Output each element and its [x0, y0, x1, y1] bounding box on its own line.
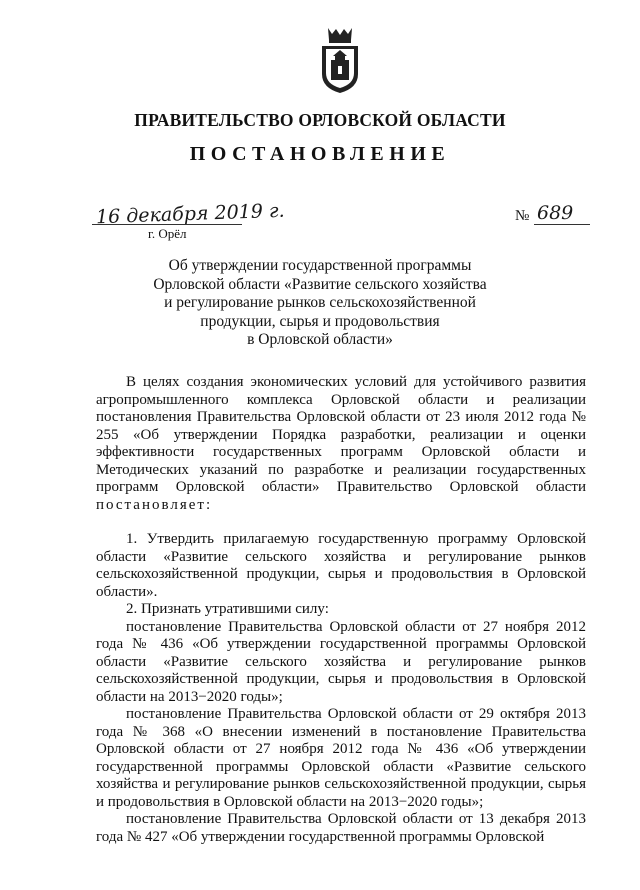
title-line: в Орловской области» [247, 331, 393, 348]
title-line: продукции, сырья и продовольствия [200, 312, 440, 330]
title-line: Орловской области «Развитие сельского хозяйства [153, 275, 487, 293]
document-city: г. Орёл [148, 226, 187, 241]
item-1-paragraph: 1. Утвердить прилагаемую государственную программу Орловской области «Развитие сельского хозяйства и регулирование рынков сельскохозяйственной продукции, сырья и продовольствия в Орловской области». [96, 531, 586, 600]
item-2-subitem-a: постановление Правительства Орловской области от 27 ноября 2012 года № 436 «Об утверждении государственной программы Орловской области «Развитие сельского хозяйства и регулирование рынков сельскохозяйственной продукции, сырья и продовольствия в Орловской области на 2013−2020 годы»; [96, 618, 586, 705]
document-number: 689 [537, 202, 574, 224]
document-title [150, 257, 490, 350]
preamble-colon: : [205, 496, 211, 513]
item-2-paragraph: 2. Признать утратившими силу: [126, 601, 329, 617]
preamble-keyword: постановляет [96, 496, 206, 513]
item-2-subitem-c: постановление Правительства Орловской области от 13 декабря 2013 года № 427 «Об утверждении государственной программы Орловской [96, 811, 586, 845]
organization-name: ПРАВИТЕЛЬСТВО ОРЛОВСКОЙ ОБЛАСТИ [134, 110, 506, 130]
preamble-paragraph [96, 374, 586, 514]
title-line: и регулирование рынков сельскохозяйственной [164, 294, 476, 311]
document-body [96, 374, 586, 846]
date-underline [92, 224, 242, 225]
number-label: № [515, 208, 530, 224]
item-2-subitem-b: постановление Правительства Орловской области от 29 октября 2013 года № 368 «О внесении изменений в постановление Правительства Орловской области от 27 ноября 2012 года № 436 «Об утверждении государственной программы Орловской области «Развитие сельского хозяйства и регулирование рынков сельскохозяйственной продукции, сырья и продовольствия в Орловской области на 2013−2020 годы»; [96, 706, 586, 810]
coat-of-arms-emblem [318, 26, 362, 94]
preamble-text: В целях создания экономических условий для устойчивого развития агропромышленного комплекса Орловской области и реализации постановления Правительства Орловской области от 23 июля 2012 года № 255 «Об утверждении Порядка разработки, реализации и оценки эффективности государственных программ Орловской области и Методических указаний по разработке и реализации государственных программ Орловской области» Правительство Орловской области [96, 374, 586, 495]
title-line: Об утверждении государственной программы [168, 257, 472, 274]
document-type: ПОСТАНОВЛЕНИЕ [189, 143, 451, 165]
number-underline [534, 224, 590, 225]
document-date: 16 декабря 2019 г. [95, 199, 285, 229]
